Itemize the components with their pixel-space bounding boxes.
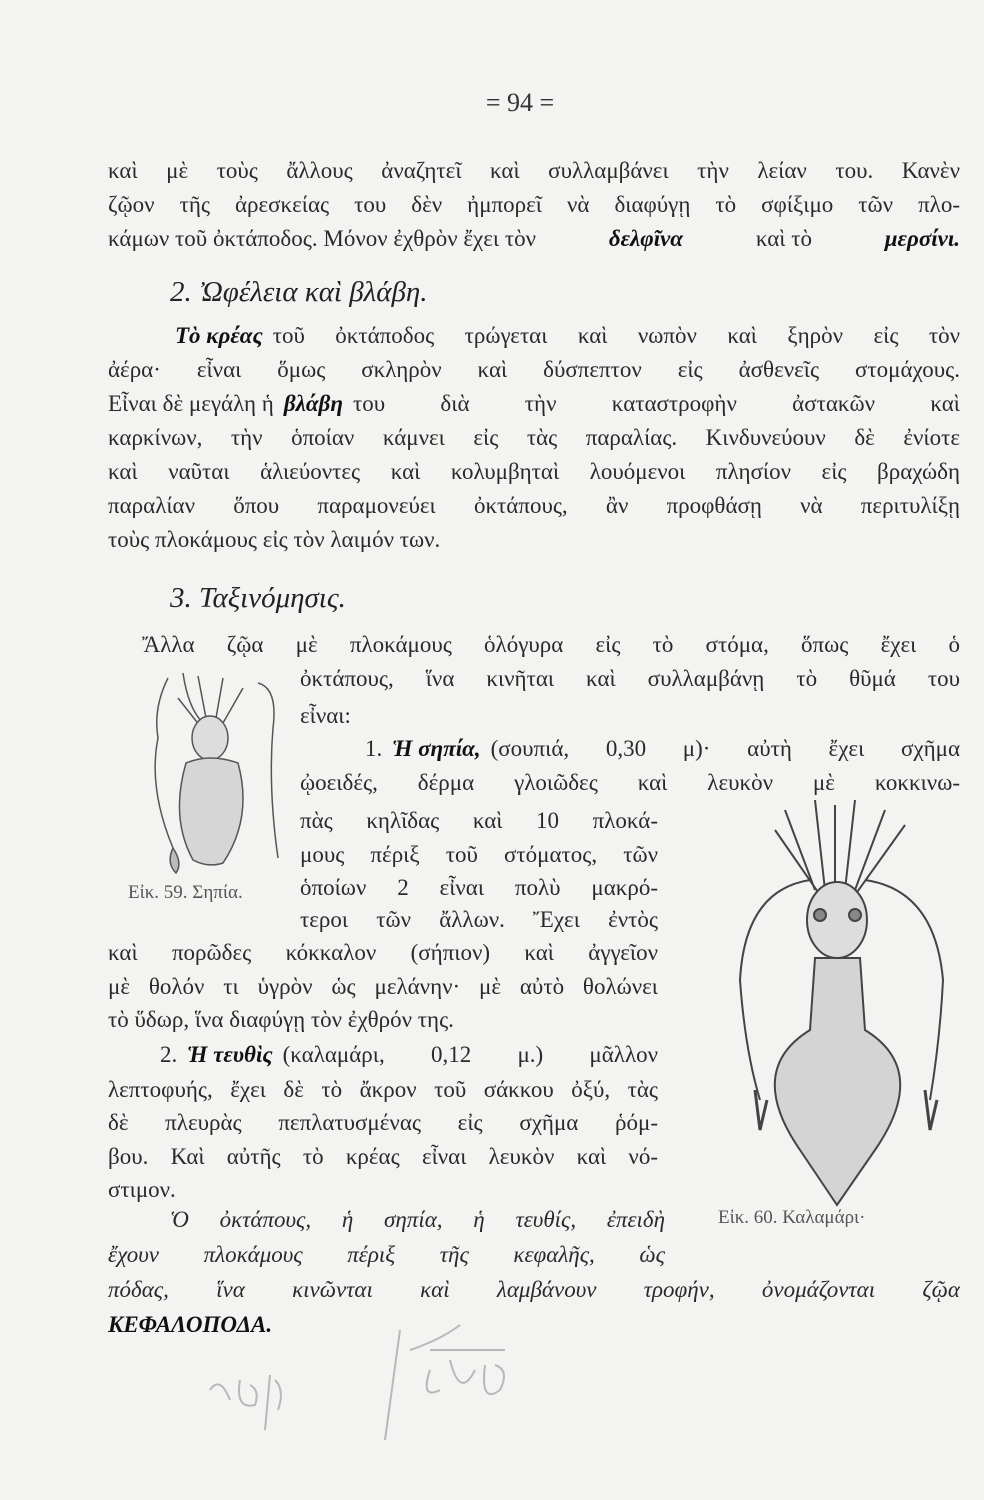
text-line (175, 321, 960, 351)
text-span: κάμων τοῦ ὀκτάποδος. Μόνον ἐχθρὸν ἔχει τὸν (108, 226, 536, 251)
text-line: τοὺς πλοκάμους εἰς τὸν λαιμόν των. (108, 527, 441, 552)
text-line: καὶ μὲ τοὺς ἄλλους ἀναζητεῖ καὶ συλλαμβάνει τὴν λείαν του. Κανὲν (108, 158, 960, 183)
figure-60-caption: Εἰκ. 60. Καλαμάρι· (718, 1207, 866, 1228)
text-line: καὶ πορῶδες κόκκαλον (σήπιον) καὶ ἀγγεῖον (108, 940, 658, 965)
section-heading-2: 2. Ὠφέλεια καὶ βλάβη. (170, 276, 428, 308)
cephalopoda-term: ΚΕΦΑΛΟΠΟΔΑ. (108, 1312, 273, 1337)
text-line: ἔχουν πλοκάμους πέριξ τῆς κεφαλῆς, ὡς (108, 1242, 665, 1267)
text-span: Εἶναι δὲ μεγάλη ἡ (108, 391, 274, 416)
text-line: καὶ ναῦται ἁλιεύοντες καὶ κολυμβηταὶ λουόμενοι πλησίον εἰς βραχώδη (108, 459, 960, 484)
text-line: ζῷον τῆς ἀρεσκείας του δὲν ἠμπορεῖ νὰ διαφύγῃ τὸ σφίξιμο τῶν πλο- (108, 192, 960, 217)
emphasis-meat: Τὸ κρέας (175, 323, 263, 348)
section-heading-3: 3. Ταξινόμησις. (170, 582, 346, 614)
text-line: ὀκτάπους, ἵνα κινῆται καὶ συλλαμβάνῃ τὸ θῦμά του (300, 666, 960, 691)
text-line (160, 1040, 658, 1070)
text-line: παραλίαν ὅπου παραμονεύει ὀκτάπους, ἂν προφθάσῃ νὰ περιτυλίξῃ (108, 493, 960, 518)
text-line: λεπτοφυής, ἔχει δὲ τὸ ἄκρον τοῦ σάκκου ὀξύ, τὰς (108, 1077, 658, 1102)
text-line: μους πέριξ τοῦ στόματος, τῶν (300, 842, 658, 867)
emphasis-squid: Ἡ τευθὶς (187, 1042, 273, 1067)
cuttlefish-illustration (128, 668, 288, 878)
emphasis-cuttlefish: Ἡ σηπία, (392, 736, 481, 761)
text-span: 1. (365, 736, 383, 761)
text-line (108, 389, 960, 419)
text-line (365, 734, 960, 764)
emphasis-mersini: μερσίνι. (884, 226, 960, 251)
text-line: Ἄλλα ζῷα μὲ πλοκάμους ὁλόγυρα εἰς τὸ στόμα, ὅπως ἔχει ὁ (142, 632, 960, 657)
emphasis-dolphin: δελφῖνα (608, 226, 684, 251)
text-line: ὁποίων 2 εἶναι πολὺ μακρό- (300, 875, 658, 900)
text-line: Ὁ ὀκτάπους, ἡ σηπία, ἡ τευθίς, ἐπειδὴ (170, 1207, 665, 1232)
text-line: ᾠοειδές, δέρμα γλοιῶδες καὶ λευκὸν μὲ κοκκινω- (300, 770, 960, 795)
text-line: μὲ θολόν τι ὑγρὸν ὡς μελάνην· μὲ αὐτὸ θολώνει (108, 974, 658, 999)
text-line: στιμον. (108, 1177, 176, 1202)
text-line: πὰς κηλῖδας καὶ 10 πλοκά- (300, 808, 658, 833)
text-span: καὶ τὸ (755, 226, 812, 251)
text-span: (καλαμάρι, 0,12 μ.) μᾶλλον (282, 1042, 658, 1067)
squid-illustration (715, 800, 970, 1210)
text-line: βου. Καὶ αὐτῆς τὸ κρέας εἶναι λευκὸν καὶ νό- (108, 1144, 658, 1169)
text-span: τοῦ ὀκτάποδος τρώγεται καὶ νωπὸν καὶ ξηρὸν εἰς τὸν (272, 323, 960, 348)
text-span: 2. (160, 1042, 178, 1067)
text-line: ἀέρα· εἶναι ὅμως σκληρὸν καὶ δύσπεπτον εἰς ἀσθενεῖς στομάχους. (108, 357, 960, 382)
text-span: του διὰ τὴν καταστροφὴν ἀστακῶν καὶ (352, 391, 960, 416)
handwritten-pencil-note (200, 1320, 580, 1450)
text-line: τὸ ὕδωρ, ἵνα διαφύγῃ τὸν ἐχθρόν της. (108, 1007, 454, 1032)
emphasis-harm: βλάβη (283, 391, 343, 416)
text-line: δὲ πλευρὰς πεπλατυσμένας εἰς σχῆμα ῥόμ- (108, 1110, 658, 1135)
text-line: καρκίνων, τὴν ὁποίαν κάμνει εἰς τὰς παραλίας. Κινδυνεύουν δὲ ἐνίοτε (108, 425, 960, 450)
text-line: πόδας, ἵνα κινῶνται καὶ λαμβάνουν τροφήν, ὀνομάζονται ζῷα (108, 1277, 960, 1302)
text-line (108, 224, 960, 254)
text-line: τεροι τῶν ἄλλων. Ἔχει ἐντὸς (300, 907, 658, 932)
text-line: εἶναι: (300, 703, 351, 728)
text-span: (σουπιά, 0,30 μ)· αὐτὴ ἔχει σχῆμα (490, 736, 960, 761)
page-number: = 94 = (485, 88, 555, 117)
figure-59-caption: Εἰκ. 59. Σηπία. (128, 882, 243, 903)
